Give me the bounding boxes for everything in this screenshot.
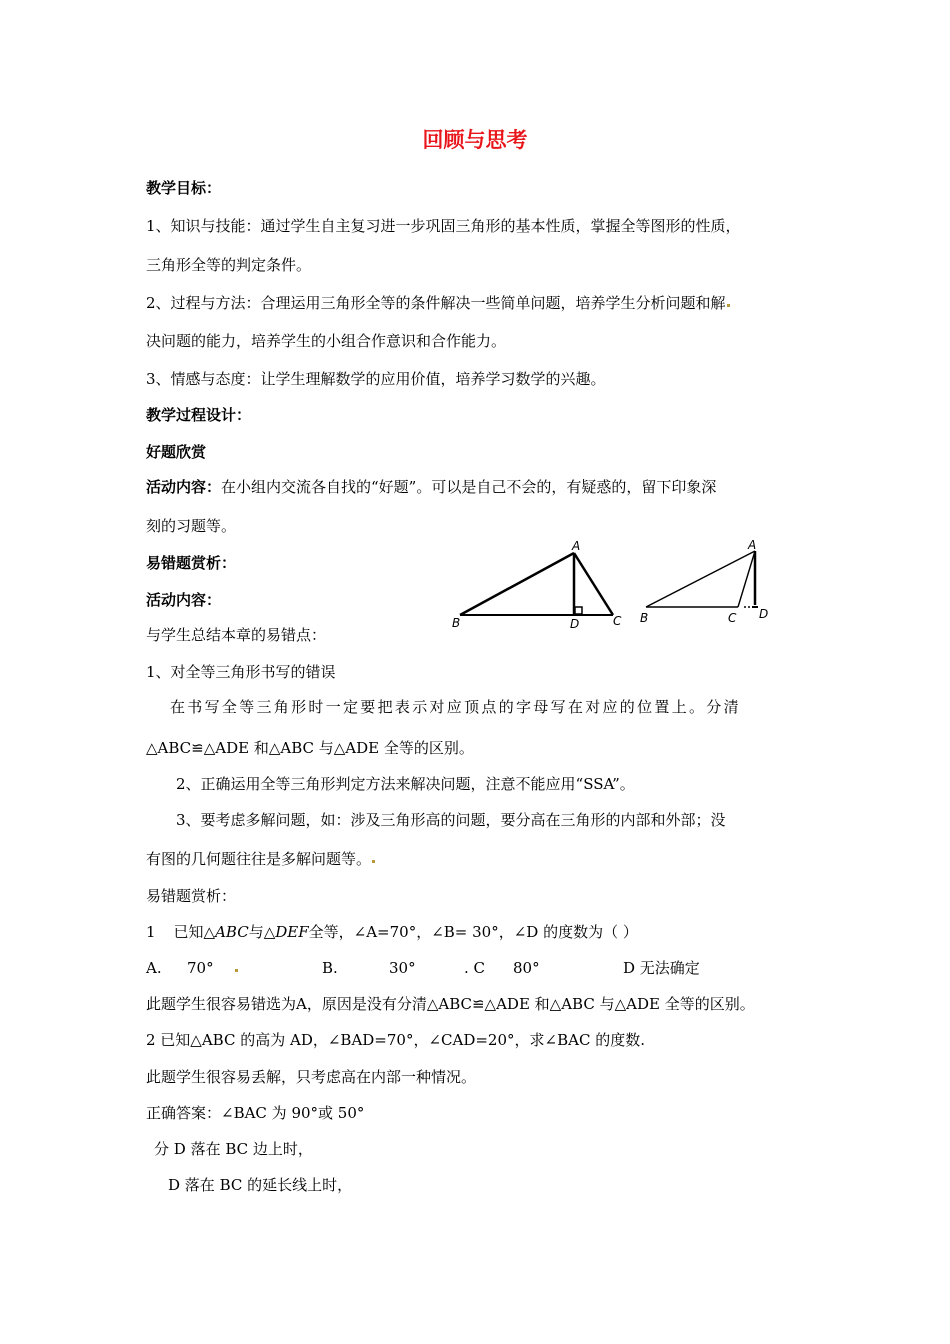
- activity-label-2: 活动内容：: [146, 591, 222, 609]
- label-b: B: [452, 616, 461, 630]
- point-1-detail-2: △ABC≌△ADE 和△ABC 与△ADE 全等的区别。: [146, 739, 474, 757]
- question-1-number: 1: [146, 923, 156, 941]
- question-1-text-mid: 与△: [248, 923, 276, 941]
- question-2: 2 已知△ABC 的高为 AD，∠BAD=70°，∠CAD=20°，求∠BAC 的度数.: [146, 1031, 645, 1049]
- punctuation-mark: [235, 969, 238, 972]
- goal-1-line-2: 三角形全等的判定条件。: [146, 256, 312, 274]
- process-heading: 教学过程设计：: [146, 406, 252, 424]
- goals-heading: 教学目标：: [146, 179, 222, 197]
- option-b-value: 30°: [389, 959, 416, 977]
- punctuation-mark: [372, 860, 375, 863]
- option-a-value: 70°: [187, 959, 214, 977]
- activity-label: 活动内容：: [146, 478, 222, 496]
- option-c-label: . C: [464, 959, 486, 977]
- case-2: D 落在 BC 的延长线上时，: [168, 1176, 353, 1194]
- page-title: 回顾与思考: [422, 128, 528, 152]
- option-a-label: A.: [146, 959, 162, 977]
- option-c-value: 80°: [513, 959, 540, 977]
- point-3-text: 有图的几何题往往是多解问题等。: [146, 850, 372, 868]
- punctuation-mark: [727, 304, 730, 307]
- answer-line: 正确答案：∠BAC 为 90°或 50°: [146, 1104, 365, 1122]
- triangle-figure-altitude-inside: [448, 536, 630, 630]
- label-d: D: [759, 607, 769, 621]
- point-3-line-1: 3、要考虑多解问题，如：涉及三角形高的问题，要分高在三角形的内部和外部；没: [176, 811, 726, 829]
- error-heading: 易错题赏析：: [146, 554, 237, 572]
- triangle-figure-altitude-outside: [640, 536, 780, 630]
- question-1: [146, 922, 638, 942]
- label-a: A: [572, 539, 581, 553]
- goal-2-line-2: 决问题的能力，培养学生的小组合作意识和合作能力。: [146, 332, 507, 350]
- point-2: 2、正确运用全等三角形判定方法来解决问题，注意不能应用“SSA”。: [176, 775, 635, 793]
- exercises-heading: 易错题赏析：: [146, 887, 237, 905]
- activity-line-1: [146, 477, 716, 497]
- question-1-text-post: 全等，∠A=70°，∠B= 30°，∠D 的度数为（ ）: [308, 923, 638, 941]
- side-ac: [738, 551, 755, 607]
- question-1-triangle-def: DEF: [275, 923, 309, 941]
- goal-3: 3、情感与态度：让学生理解数学的应用价值，培养学习数学的兴趣。: [146, 370, 606, 388]
- option-a-mark: [234, 958, 239, 978]
- goal-2-text: 2、过程与方法：合理运用三角形全等的条件解决一些简单问题，培养学生分析问题和解: [146, 294, 726, 312]
- point-1: 1、对全等三角形书写的错误: [146, 663, 336, 681]
- label-c: C: [728, 611, 737, 625]
- point-3-line-2: [146, 849, 376, 869]
- question-1-note: 此题学生很容易错选为A，原因是没有分清△ABC≌△ADE 和△ABC 与△ADE 全等的区别。: [146, 995, 755, 1013]
- activity-line-2: 刻的习题等。: [146, 517, 237, 535]
- goal-1-line-1: 1、知识与技能：通过学生自主复习进一步巩固三角形的基本性质，掌握全等图形的性质，: [146, 217, 741, 235]
- point-1-detail-1: 在书写全等三角形时一定要把表示对应顶点的字母写在对应的位置上。分清: [170, 698, 741, 716]
- goal-2-line-1: [146, 293, 731, 313]
- label-a: A: [748, 538, 757, 552]
- label-d: D: [570, 617, 580, 630]
- side-ac: [574, 553, 613, 615]
- summary-line: 与学生总结本章的易错点：: [146, 626, 327, 644]
- right-angle-mark: [575, 607, 582, 614]
- option-d: D 无法确定: [623, 959, 700, 977]
- side-ab: [646, 551, 755, 607]
- question-2-note: 此题学生很容易丢解，只考虑高在内部一种情况。: [146, 1068, 477, 1086]
- question-1-text-pre: 已知△: [173, 923, 216, 941]
- label-c: C: [613, 614, 622, 628]
- activity-text: 在小组内交流各自找的“好题”。可以是自己不会的，有疑惑的，留下印象深: [221, 478, 717, 496]
- good-problems-heading: 好题欣赏: [146, 443, 207, 461]
- question-1-triangle-abc: ABC: [215, 923, 249, 941]
- option-b-label: B.: [322, 959, 338, 977]
- label-b: B: [640, 611, 649, 625]
- side-ab: [460, 553, 574, 615]
- case-1: 分 D 落在 BC 边上时，: [154, 1140, 313, 1158]
